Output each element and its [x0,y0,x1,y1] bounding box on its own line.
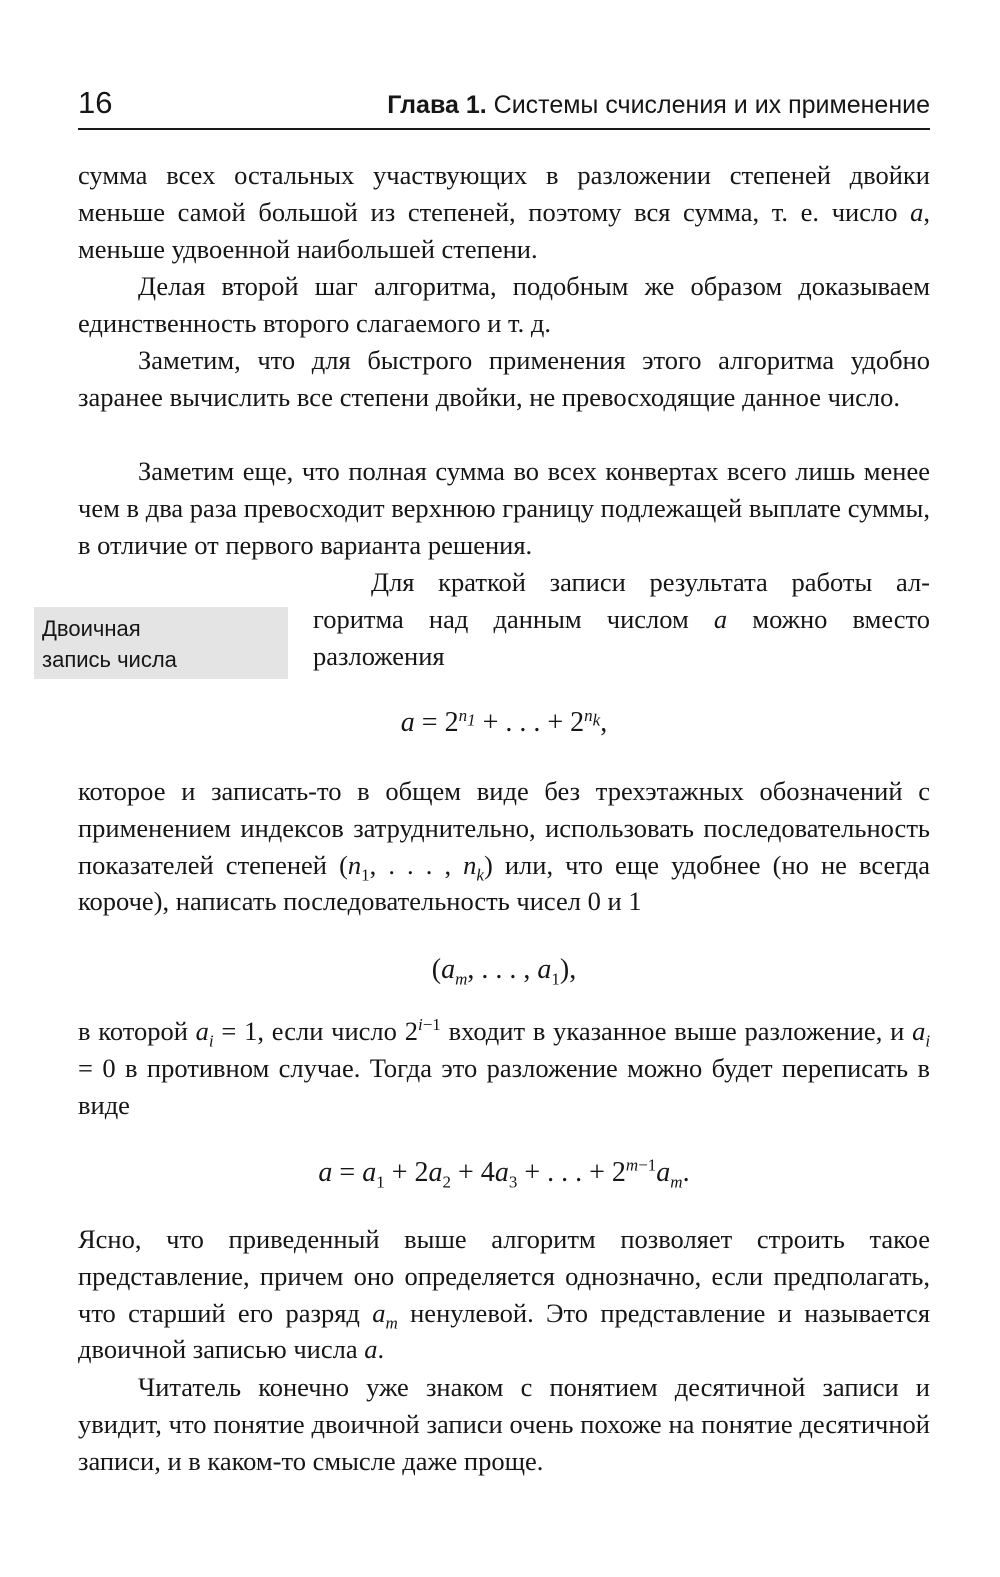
paragraph-7-text-d: в противном случае. Тогда это разложение можно будет переписать в виде [78,1052,930,1120]
chapter-title: Системы счисления и их применение [493,91,930,119]
paragraph-6-end: или, что еще удобнее (но не всегда короче), написать последовательность чисел 0 и 1 [78,849,931,917]
margin-note-line-2: запись числа [42,647,177,672]
formula-3: $a = a_1 + 2a_2 + 4a_3$ + . . . + $2^{m-1}a_m$. [318,1155,690,1192]
paragraph-7-text-c: входит в указанное выше разложение, и [448,1016,905,1046]
chapter-label: Глава 1. [387,91,487,119]
paragraph-1-end: , меньше удвоенной наибольшей степени. [78,196,930,264]
paragraph-8-end: . [377,1334,385,1365]
margin-note-line-1: Двоичная [42,616,141,641]
paragraph-8-text-b: ненулевой. Это представление и называется двоичной записью числа [78,1297,931,1365]
paragraph-9: Читатель конечно уже знаком с понятием десятичной записи и увидит, что понятие двоичной записи очень похоже на понятие десятичной записи, и в каком-то смысле даже проще. [78,1372,930,1476]
paragraph-8: Ясно, что приведенный выше алгоритм позволяет строить такое представление, причем оно определяется однозначно, если предполагать, что старший его разряд $a_m$ ненулевой. Это представление и называется двоичной записью числа a. [78,1224,931,1365]
paragraph-1-text: сумма всех остальных участвующих в разложении степеней двойки меньше самой большой из степеней, поэтому вся сумма, т. е. число [78,160,930,227]
variable-a: a [364,1334,378,1365]
margin-note [34,607,288,679]
paragraph-6-text: которое и записать-то в общем виде без трехэтажных обозначений с применением индексов затруднительно, использовать последовательность показателей степеней [78,776,930,880]
paragraph-8-text-a: Ясно, что приведенный выше алгоритм позволяет строить такое представление, причем оно определяется однозначно, если предполагать, что старший его разряд [78,1224,930,1328]
paragraph-5 [313,601,930,675]
paragraph-7-text-b: , если число [257,1016,397,1046]
variable-a: a [713,604,728,634]
paragraph-1 [78,157,930,267]
paragraph-5-text-a: горитма над данным числом [313,604,689,634]
paragraph-3: Заметим, что для быстрого применения этого алгоритма удобно заранее вычислить все степени двойки, не превосходящие данное число. [78,345,930,412]
paragraph-7-text-a: в которой [78,1016,188,1046]
paragraph-5-first-line: Для краткой записи результата работы ал- [371,567,930,597]
paragraph-5-text-b: можно вместо разложения [313,604,931,671]
paragraph-6: которое и записать-то в общем виде без трехэтажных обозначений с применением индексов затруднительно, использовать последовательность показателей степеней ($n_1$, . . . , $n_k$) или, что еще удобнее (но не всегда короче), написать последовательность чисел 0 и 1 [78,776,931,917]
variable-a: a [910,196,924,227]
paragraph-7: в которой $a_i = 1$, если число $2^{i-1}$ входит в указанное выше разложение, и $a_i = 0$ в противном случае. Тогда это разложение можно будет переписать в виде [78,1015,931,1120]
page-header [78,80,930,130]
formula-2: ($a_m$, . . . , $a_1$), [431,954,577,989]
formula-1: $a = 2^{n_1}$ + . . . + $2^{n_k}$, [400,705,608,738]
paragraph-2: Делая второй шаг алгоритма, подобным же образом доказываем единственность второго слагаемого и т. д. [78,271,930,338]
page-number: 16 [78,85,113,120]
running-head [387,88,930,122]
paragraph-4: Заметим еще, что полная сумма во всех конвертах всего лишь менее чем в два раза превосходит верхнюю границу подлежащей выплате суммы, в отличие от первого варианта решения. [78,456,930,560]
